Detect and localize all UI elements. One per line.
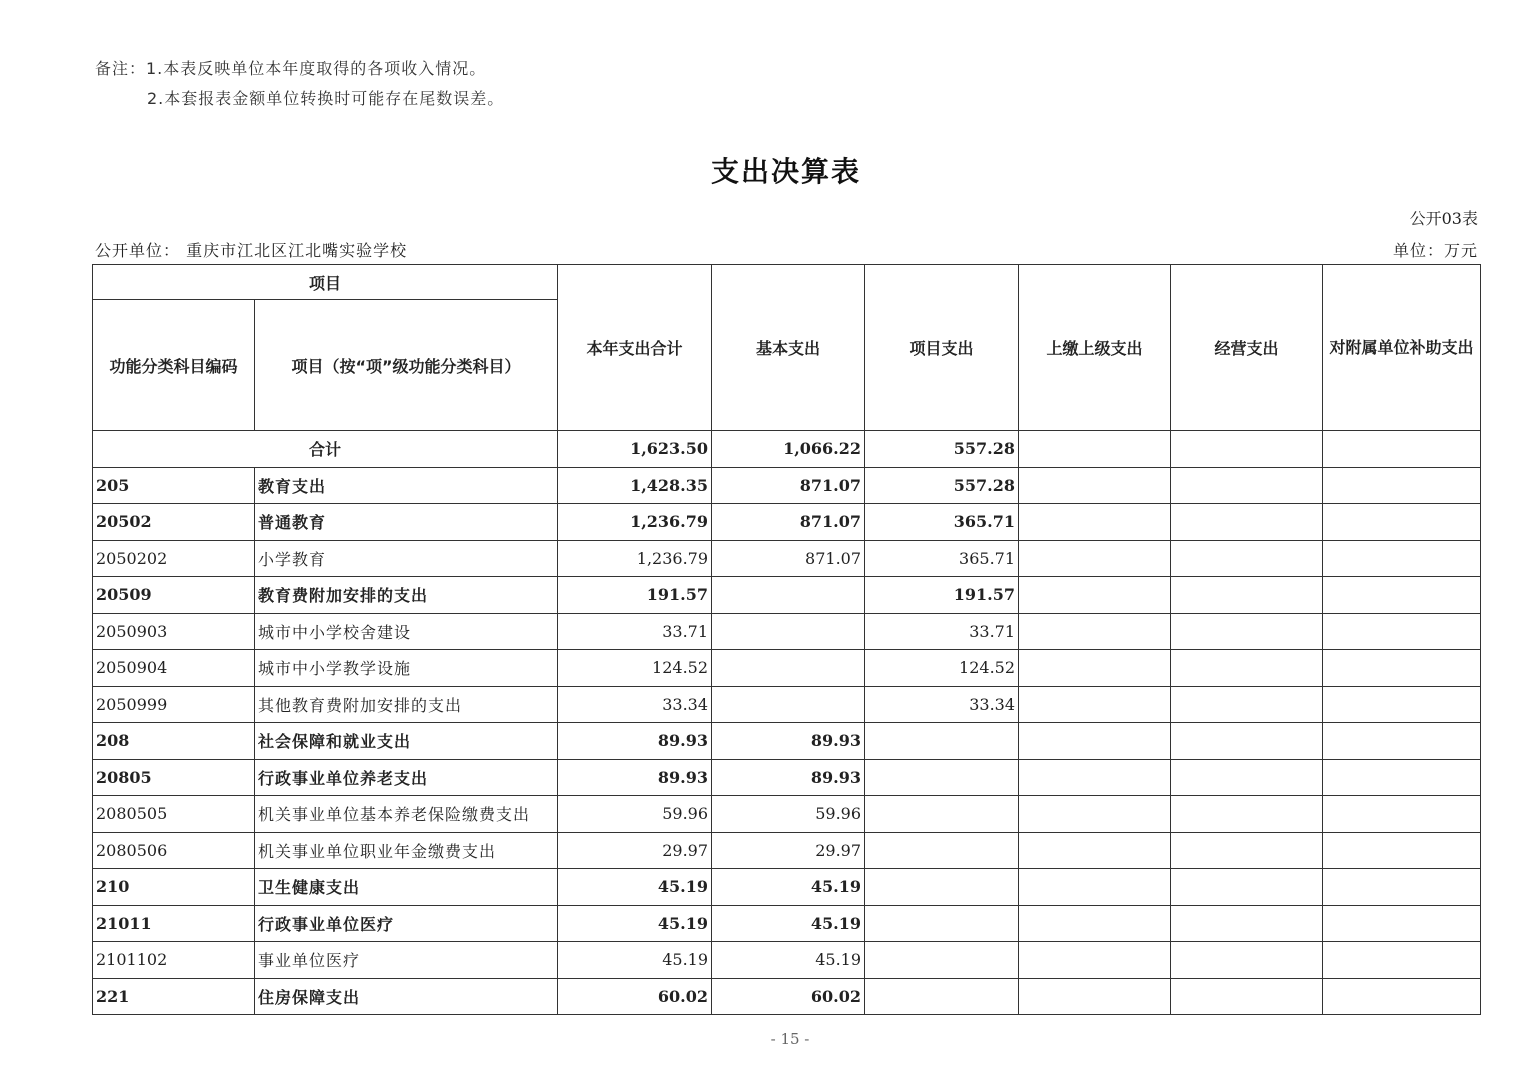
row-subsidiary xyxy=(1323,905,1481,942)
total-upper xyxy=(1019,431,1171,468)
row-business xyxy=(1171,540,1323,577)
row-total: 29.97 xyxy=(558,832,712,869)
row-project: 191.57 xyxy=(865,577,1019,614)
row-subsidiary xyxy=(1323,942,1481,979)
row-project xyxy=(865,796,1019,833)
header-name: 项目（按“项”级功能分类科目） xyxy=(255,300,558,431)
row-business xyxy=(1171,832,1323,869)
header-subsidiary: 对附属单位补助支出 xyxy=(1323,265,1481,431)
table-row xyxy=(93,577,1481,614)
row-name: 其他教育费附加安排的支出 xyxy=(255,686,558,723)
row-name: 卫生健康支出 xyxy=(255,869,558,906)
row-subsidiary xyxy=(1323,832,1481,869)
row-code: 2050999 xyxy=(93,686,255,723)
row-project xyxy=(865,942,1019,979)
row-project xyxy=(865,832,1019,869)
row-name: 社会保障和就业支出 xyxy=(255,723,558,760)
table-row xyxy=(93,978,1481,1015)
total-project: 557.28 xyxy=(865,431,1019,468)
row-basic xyxy=(712,577,865,614)
row-total: 33.34 xyxy=(558,686,712,723)
row-subsidiary xyxy=(1323,723,1481,760)
row-project: 365.71 xyxy=(865,504,1019,541)
row-upper xyxy=(1019,577,1171,614)
row-business xyxy=(1171,796,1323,833)
row-basic: 59.96 xyxy=(712,796,865,833)
row-business xyxy=(1171,723,1323,760)
table-row xyxy=(93,832,1481,869)
row-subsidiary xyxy=(1323,759,1481,796)
row-project: 365.71 xyxy=(865,540,1019,577)
row-business xyxy=(1171,467,1323,504)
row-total: 89.93 xyxy=(558,759,712,796)
row-subsidiary xyxy=(1323,650,1481,687)
row-name: 教育费附加安排的支出 xyxy=(255,577,558,614)
row-total: 45.19 xyxy=(558,942,712,979)
row-upper xyxy=(1019,942,1171,979)
row-business xyxy=(1171,869,1323,906)
row-basic: 45.19 xyxy=(712,905,865,942)
table-row xyxy=(93,759,1481,796)
header-code: 功能分类科目编码 xyxy=(93,300,255,431)
header-business: 经营支出 xyxy=(1171,265,1323,431)
table-row xyxy=(93,905,1481,942)
money-unit: 单位：万元 xyxy=(1392,241,1478,260)
row-code: 2050202 xyxy=(93,540,255,577)
row-name: 住房保障支出 xyxy=(255,978,558,1015)
row-subsidiary xyxy=(1323,869,1481,906)
row-upper xyxy=(1019,540,1171,577)
row-code: 21011 xyxy=(93,905,255,942)
row-project xyxy=(865,723,1019,760)
row-name: 机关事业单位基本养老保险缴费支出 xyxy=(255,796,558,833)
table-row xyxy=(93,686,1481,723)
header-project-expenditure: 项目支出 xyxy=(865,265,1019,431)
row-subsidiary xyxy=(1323,796,1481,833)
row-basic: 60.02 xyxy=(712,978,865,1015)
expenditure-table xyxy=(92,264,1481,1015)
row-basic: 871.07 xyxy=(712,467,865,504)
row-code: 20805 xyxy=(93,759,255,796)
row-project xyxy=(865,978,1019,1015)
row-code: 2050903 xyxy=(93,613,255,650)
row-code: 208 xyxy=(93,723,255,760)
row-code: 2080505 xyxy=(93,796,255,833)
row-name: 行政事业单位养老支出 xyxy=(255,759,558,796)
row-business xyxy=(1171,650,1323,687)
row-upper xyxy=(1019,796,1171,833)
row-basic: 89.93 xyxy=(712,723,865,760)
row-upper xyxy=(1019,723,1171,760)
row-name: 教育支出 xyxy=(255,467,558,504)
row-name: 普通教育 xyxy=(255,504,558,541)
table-row xyxy=(93,613,1481,650)
row-name: 事业单位医疗 xyxy=(255,942,558,979)
row-basic: 45.19 xyxy=(712,942,865,979)
row-code: 2050904 xyxy=(93,650,255,687)
row-total: 124.52 xyxy=(558,650,712,687)
row-business xyxy=(1171,759,1323,796)
row-basic: 45.19 xyxy=(712,869,865,906)
row-subsidiary xyxy=(1323,978,1481,1015)
row-code: 221 xyxy=(93,978,255,1015)
row-upper xyxy=(1019,613,1171,650)
row-project xyxy=(865,869,1019,906)
row-code: 2080506 xyxy=(93,832,255,869)
row-total: 1,236.79 xyxy=(558,540,712,577)
row-name: 城市中小学校舍建设 xyxy=(255,613,558,650)
row-upper xyxy=(1019,869,1171,906)
total-business xyxy=(1171,431,1323,468)
table-row xyxy=(93,504,1481,541)
row-subsidiary xyxy=(1323,613,1481,650)
row-subsidiary xyxy=(1323,540,1481,577)
header-basic: 基本支出 xyxy=(712,265,865,431)
row-business xyxy=(1171,686,1323,723)
table-row xyxy=(93,942,1481,979)
total-amount: 1,623.50 xyxy=(558,431,712,468)
row-basic: 871.07 xyxy=(712,540,865,577)
row-basic: 871.07 xyxy=(712,504,865,541)
row-name: 机关事业单位职业年金缴费支出 xyxy=(255,832,558,869)
total-label: 合计 xyxy=(93,431,558,468)
row-code: 20509 xyxy=(93,577,255,614)
row-upper xyxy=(1019,978,1171,1015)
note-line-2: 2.本套报表金额单位转换时可能存在尾数误差。 xyxy=(147,89,505,108)
row-project: 33.71 xyxy=(865,613,1019,650)
table-row xyxy=(93,869,1481,906)
row-upper xyxy=(1019,467,1171,504)
row-upper xyxy=(1019,650,1171,687)
table-row xyxy=(93,540,1481,577)
row-upper xyxy=(1019,504,1171,541)
row-business xyxy=(1171,942,1323,979)
row-basic xyxy=(712,613,865,650)
row-basic xyxy=(712,686,865,723)
row-total: 89.93 xyxy=(558,723,712,760)
row-business xyxy=(1171,613,1323,650)
row-subsidiary xyxy=(1323,504,1481,541)
table-row xyxy=(93,467,1481,504)
row-subsidiary xyxy=(1323,467,1481,504)
row-code: 210 xyxy=(93,869,255,906)
row-subsidiary xyxy=(1323,577,1481,614)
row-total: 60.02 xyxy=(558,978,712,1015)
row-project: 557.28 xyxy=(865,467,1019,504)
reporting-unit: 公开单位： 重庆市江北区江北嘴实验学校 xyxy=(95,241,408,260)
row-total: 45.19 xyxy=(558,905,712,942)
row-business xyxy=(1171,905,1323,942)
row-upper xyxy=(1019,686,1171,723)
row-project xyxy=(865,905,1019,942)
table-row xyxy=(93,650,1481,687)
row-project xyxy=(865,759,1019,796)
header-upper-level: 上缴上级支出 xyxy=(1019,265,1171,431)
total-basic: 1,066.22 xyxy=(712,431,865,468)
row-total: 33.71 xyxy=(558,613,712,650)
row-subsidiary xyxy=(1323,686,1481,723)
table-number: 公开03表 xyxy=(1409,209,1478,228)
row-code: 2101102 xyxy=(93,942,255,979)
row-code: 205 xyxy=(93,467,255,504)
total-subsidiary xyxy=(1323,431,1481,468)
header-project: 项目 xyxy=(93,265,558,300)
row-code: 20502 xyxy=(93,504,255,541)
page-title: 支出决算表 xyxy=(710,155,861,188)
row-project: 33.34 xyxy=(865,686,1019,723)
row-name: 城市中小学教学设施 xyxy=(255,650,558,687)
row-upper xyxy=(1019,759,1171,796)
row-total: 1,236.79 xyxy=(558,504,712,541)
row-total: 59.96 xyxy=(558,796,712,833)
row-basic: 89.93 xyxy=(712,759,865,796)
row-basic: 29.97 xyxy=(712,832,865,869)
page-number: - 15 - xyxy=(770,1030,810,1048)
row-upper xyxy=(1019,832,1171,869)
row-business xyxy=(1171,504,1323,541)
row-business xyxy=(1171,978,1323,1015)
row-project: 124.52 xyxy=(865,650,1019,687)
row-total: 1,428.35 xyxy=(558,467,712,504)
table-row xyxy=(93,723,1481,760)
note-line-1: 备注：1.本表反映单位本年度取得的各项收入情况。 xyxy=(95,59,487,78)
row-upper xyxy=(1019,905,1171,942)
header-total: 本年支出合计 xyxy=(558,265,712,431)
row-total: 191.57 xyxy=(558,577,712,614)
row-name: 行政事业单位医疗 xyxy=(255,905,558,942)
row-basic xyxy=(712,650,865,687)
table-row xyxy=(93,796,1481,833)
row-total: 45.19 xyxy=(558,869,712,906)
row-business xyxy=(1171,577,1323,614)
row-name: 小学教育 xyxy=(255,540,558,577)
total-row xyxy=(93,431,1481,468)
